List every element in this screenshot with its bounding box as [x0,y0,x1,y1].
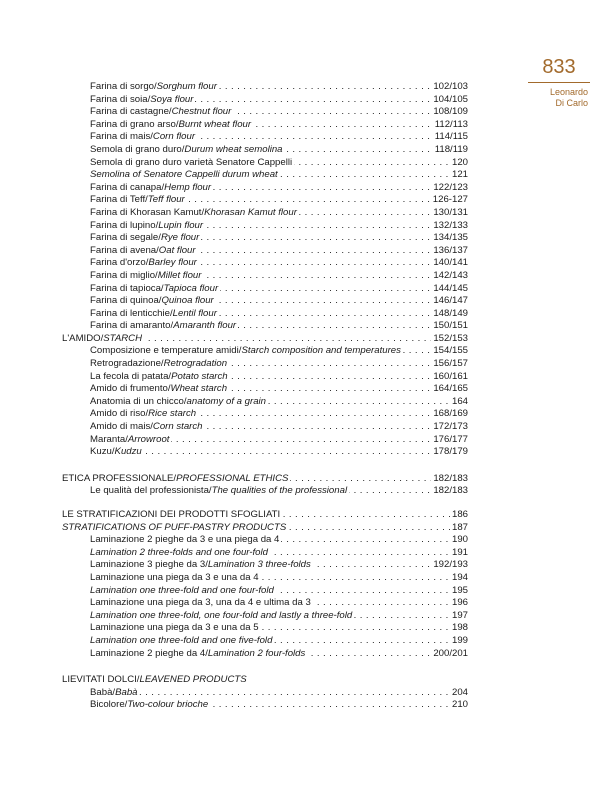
toc-entry-italian: LIEVITATI DOLCI/ [62,674,140,686]
toc-entry-page: 172/173 [433,421,468,433]
toc-entry-english: Wheat starch [170,383,228,395]
toc-entry [62,674,468,687]
toc-entry-title [90,144,285,157]
toc-entry-page: 210 [451,699,468,711]
toc-entry-english: anatomy of a grain [186,395,266,407]
toc-entry [90,144,468,157]
toc-entry-italian: L'AMIDO/ [62,332,104,344]
toc-entry-title [90,119,253,132]
toc-entry-page: 187 [451,521,468,533]
toc-entry-english: Rye flour [160,232,200,244]
toc-entry-italian: Semola di grano duro/ [90,143,185,155]
toc-entry-english: The qualities of the professional [211,485,348,497]
toc-entry-italian: Le qualità del professionista/ [90,485,212,497]
toc-entry-italian: Farina di grano arso/ [90,118,179,130]
toc-entry [90,371,468,384]
toc-entry-title [90,194,187,207]
toc-entry-english: Lamination one three-fold and one four-fold [90,584,274,596]
toc-entry-english: Durum wheat semolina [184,143,283,155]
toc-entry-page: 195 [451,584,468,596]
toc-entry [90,699,468,712]
toc-entry-title [90,94,195,107]
toc-entry [90,446,468,459]
toc-entry [90,547,468,560]
toc-entry-title [90,622,261,635]
toc-entry [90,106,468,119]
toc-entry-english: Retrogradation [163,358,228,370]
toc-entry-italian: Farina di segale/ [90,232,161,244]
toc-entry [90,320,468,333]
toc-entry [90,687,468,700]
toc-entry-italian: Amido di riso/ [90,408,149,420]
toc-entry-title [62,509,282,522]
toc-entry-page: 178/179 [433,446,468,458]
toc-entry-page: 126-127 [432,194,468,206]
toc-entry-italian: Farina di mais/ [90,131,153,143]
toc-entry-page: 118/119 [434,143,468,155]
page-number: 833 [542,56,576,78]
toc-entry [90,295,468,308]
toc-entry-title [90,169,280,182]
toc-entry-title [90,597,313,610]
toc-entry-english: Amaranth flour [173,320,237,332]
toc-entry-page: 176/177 [433,433,468,445]
toc-entry [90,232,468,245]
toc-entry-english: Arrowroot [127,433,170,445]
toc-entry-page: 148/149 [433,307,468,319]
toc-entry-english: Khorasan Kamut flour [204,206,297,218]
toc-entry-page: 198 [451,622,468,634]
toc-entry-title [90,408,198,421]
toc-entry-page: 168/169 [433,408,468,420]
toc-entry [62,473,468,486]
toc-entry-english: Potato starch [171,370,228,382]
toc-entry-italian: Composizione e temperature amidi/ [90,345,242,357]
toc-entry-italian: Farina di amaranto/ [90,320,174,332]
toc-entry-page: 121 [451,169,468,181]
toc-entry-italian: Farina di avena/ [90,244,159,256]
header-rule [528,82,590,83]
toc-entry [90,308,468,321]
toc-entry-title [62,333,144,346]
toc-entry-page: 186 [451,509,468,520]
toc-entry [90,622,468,635]
toc-entry-page: 204 [451,686,468,698]
toc-entry-italian: Farina di quinoa/ [90,295,162,307]
toc-entry [90,283,468,296]
toc-entry-english: STARCH [103,332,143,344]
toc-entry-title [90,308,219,321]
toc-entry-title [90,534,281,547]
toc-entry-page: 150/151 [433,320,468,332]
toc-entry-title [90,182,213,195]
toc-entry-page: 130/131 [433,206,468,218]
toc-entry-english: Babà [115,686,138,698]
toc-entry [90,559,468,572]
toc-entry-italian: LE STRATIFICAZIONI DEI PRODOTTI SFOGLIATI [62,509,281,520]
toc-entry-title [90,295,216,308]
toc-entry-italian: Farina di Khorasan Kamut/ [90,206,205,218]
toc-entry-page: 152/153 [433,332,468,344]
toc-entry-italian: Farina di soia/ [90,93,151,105]
toc-entry [90,635,468,648]
toc-entry-page: 132/133 [433,219,468,231]
toc-entry [90,207,468,220]
toc-entry-page: 102/103 [433,81,468,92]
toc-entry-italian: Amido di mais/ [90,421,153,433]
toc-entry [62,522,468,535]
toc-entry [90,396,468,409]
toc-entry [90,485,468,498]
toc-entry-title [90,81,219,94]
toc-entry-english: Lamination 2 three-folds and one four-fold [90,546,268,558]
toc-entry-english: Tapioca flour [163,282,219,294]
toc-entry-italian: Maranta/ [90,433,128,445]
toc-entry [90,94,468,107]
toc-entry [90,610,468,623]
toc-entry-title [90,446,144,459]
toc-entry-title [90,648,307,661]
toc-entry-title [90,371,230,384]
toc-entry-title [90,358,229,371]
toc-entry [90,182,468,195]
toc-entry-title [90,245,198,258]
toc-entry-page: 154/155 [433,345,468,357]
toc-entry-italian: La fecola di patata/ [90,370,172,382]
toc-entry-page: 164/165 [433,383,468,395]
toc-entry-english: Millet flour [157,269,202,281]
toc-entry-page: 142/143 [433,269,468,281]
toc-entry [90,358,468,371]
toc-entry-italian: Laminazione una piega da 3 e una da 5 [90,622,259,634]
toc-entry-page: 144/145 [433,282,468,294]
toc-entry [90,383,468,396]
toc-entry-title [90,585,276,598]
toc-entry-title [90,345,403,358]
toc-entry-english: Lamination 3 three-folds [207,559,311,571]
toc-entry-page: 200/201 [433,647,468,659]
toc-entry-english: Quinoa flour [161,295,214,307]
toc-entry-italian: Farina di canapa/ [90,181,165,193]
toc-entry-page: 164 [451,395,468,407]
toc-entry-english: Teff flour [147,194,185,206]
toc-entry-english: Hemp flour [164,181,212,193]
toc-entry-title [90,283,220,296]
toc-entry [90,157,468,170]
toc-entry [90,220,468,233]
toc-entry-title [90,610,354,623]
toc-entry-title [62,473,290,486]
toc-entry-italian: Farina d'orzo/ [90,257,149,269]
toc-entry-english: STRATIFICATIONS OF PUFF-PASTRY PRODUCTS [62,521,287,533]
toc-entry-title [90,320,238,333]
toc-entry-english: Burnt wheat flour [178,118,252,130]
toc-entry-english: Kudzu [114,446,142,458]
toc-entry-italian: Farina di sorgo/ [90,81,157,92]
toc-entry-english: Lamination one three-fold, one four-fold and lastly a three-fold [90,609,353,621]
toc-entry [90,434,468,447]
toc-entry-page: 182/183 [433,485,468,497]
toc-entry-english: Chestnut flour [171,106,232,118]
toc-entry [62,333,468,346]
author-first-name: Leonardo [549,87,588,97]
toc-entry-italian: Farina di lenticchie/ [90,307,173,319]
toc-entry-title [90,699,210,712]
toc-entry-page: 190 [451,534,468,546]
toc-entry [90,81,468,94]
toc-entry-italian: Retrogradazione/ [90,358,164,370]
toc-entry-page: 199 [451,634,468,646]
toc-entry-italian: Laminazione una piega da 3, una da 4 e ultima da 3 [90,597,311,609]
toc-entry-italian: Farina di tapioca/ [90,282,164,294]
toc-entry-english: Corn starch [152,421,203,433]
toc-entry-italian: Babà/ [90,686,116,698]
toc-entry-title [90,270,203,283]
toc-entry-page: 196 [451,597,468,609]
toc-entry-page: 112/113 [434,118,468,130]
toc-entry-english: Lentil flour [172,307,217,319]
toc-entry-english: Lamination 2 four-folds [207,647,306,659]
toc-entry [90,345,468,358]
toc-entry-italian: Laminazione 3 pieghe da 3/ [90,559,208,571]
toc-entry-page: 104/105 [433,93,468,105]
toc-entry-italian: Farina di Teff/ [90,194,148,206]
toc-entry-title [90,383,229,396]
toc-entry [90,245,468,258]
toc-entry-page: 197 [451,609,468,621]
toc-entry-italian: Anatomia di un chicco/ [90,395,187,407]
toc-entry-title [90,635,274,648]
toc-entry-english: Barley flour [148,257,197,269]
toc-entry [90,131,468,144]
toc-entry-title [90,485,349,498]
toc-entry-english: Lupin flour [158,219,204,231]
toc-entry-title [90,434,171,447]
toc-entry-english: Lamination one three-fold and one five-fold [90,634,273,646]
toc-entry-title [90,157,294,170]
toc-entry-page: 120 [451,156,468,168]
toc-entry-page: 192/193 [433,559,468,571]
toc-entry-italian: Bicolore/ [90,699,128,711]
toc-entry-italian: Farina di miglio/ [90,269,158,281]
toc-entry-english: Soya flour [150,93,194,105]
toc-entry-title [90,106,233,119]
toc-entry [90,408,468,421]
toc-entry-italian: Farina di lupino/ [90,219,159,231]
toc-entry-title [90,421,205,434]
toc-entry-english: Two-colour brioche [127,699,209,711]
toc-entry-title [90,131,197,144]
toc-entry-italian: Laminazione una piega da 3 e una da 4 [90,571,259,583]
toc-entry [90,572,468,585]
toc-entry-page: 191 [451,546,468,558]
toc-entry [90,169,468,182]
toc-entry-title [90,396,268,409]
toc-entry-page: 114/115 [434,131,468,143]
toc-entry-title [90,257,199,270]
toc-entry-italian: Kuzu/ [90,446,115,458]
toc-entry [90,421,468,434]
toc-entry-title [90,220,205,233]
toc-entry-title [90,687,139,700]
toc-entry-title [90,207,299,220]
toc-entry-page: 134/135 [433,232,468,244]
toc-entry-page: 146/147 [433,295,468,307]
toc-entry-english: Rice starch [148,408,197,420]
toc-entry-title [90,572,261,585]
toc-entry-italian: Semola di grano duro varietà Senatore Cappelli [90,156,293,168]
toc-entry-title [90,547,270,560]
toc-entry [62,509,468,522]
toc-entry-page: 108/109 [433,106,468,118]
toc-entry-english: Corn flour [152,131,196,143]
toc-entry-english: Starch composition and temperatures [241,345,401,357]
toc-entry [90,597,468,610]
toc-entry-english: PROFESSIONAL ETHICS [176,472,289,484]
toc-entry-english: Sorghum flour [156,81,217,92]
toc-entry-english: Semolina of Senatore Cappelli durum wheat [90,169,278,181]
toc-entry [90,257,468,270]
toc-entry-page: 140/141 [433,257,468,269]
toc-entry-page: 182/183 [433,472,468,484]
author-name [528,87,590,109]
toc-entry [90,585,468,598]
toc-entry-english: LEAVENED PRODUCTS [139,674,247,686]
toc-entry-title [90,232,201,245]
toc-entry [90,648,468,661]
toc-entry-page: 156/157 [433,358,468,370]
toc-entry-italian: Laminazione 2 pieghe da 4/ [90,647,208,659]
toc-entry-title [62,674,249,687]
toc-entry-page: 122/123 [433,181,468,193]
toc-entry-italian: Laminazione 2 pieghe da 3 e una piega da 4 [90,534,280,546]
table-of-contents [62,81,468,712]
toc-entry [90,194,468,207]
toc-entry-italian: Amido di frumento/ [90,383,171,395]
toc-entry-page: 136/137 [433,244,468,256]
toc-entry-english: Oat flour [158,244,196,256]
toc-entry [90,119,468,132]
page-header [528,56,590,109]
toc-entry-italian: ETICA PROFESSIONALE/ [62,472,177,484]
author-last-name: Di Carlo [555,98,588,108]
toc-entry-title [90,559,313,572]
toc-entry-title [62,522,288,535]
toc-entry-page: 194 [451,571,468,583]
toc-entry [90,270,468,283]
toc-entry-italian: Farina di castagne/ [90,106,172,118]
toc-entry-page: 160/161 [433,370,468,382]
toc-entry [90,534,468,547]
